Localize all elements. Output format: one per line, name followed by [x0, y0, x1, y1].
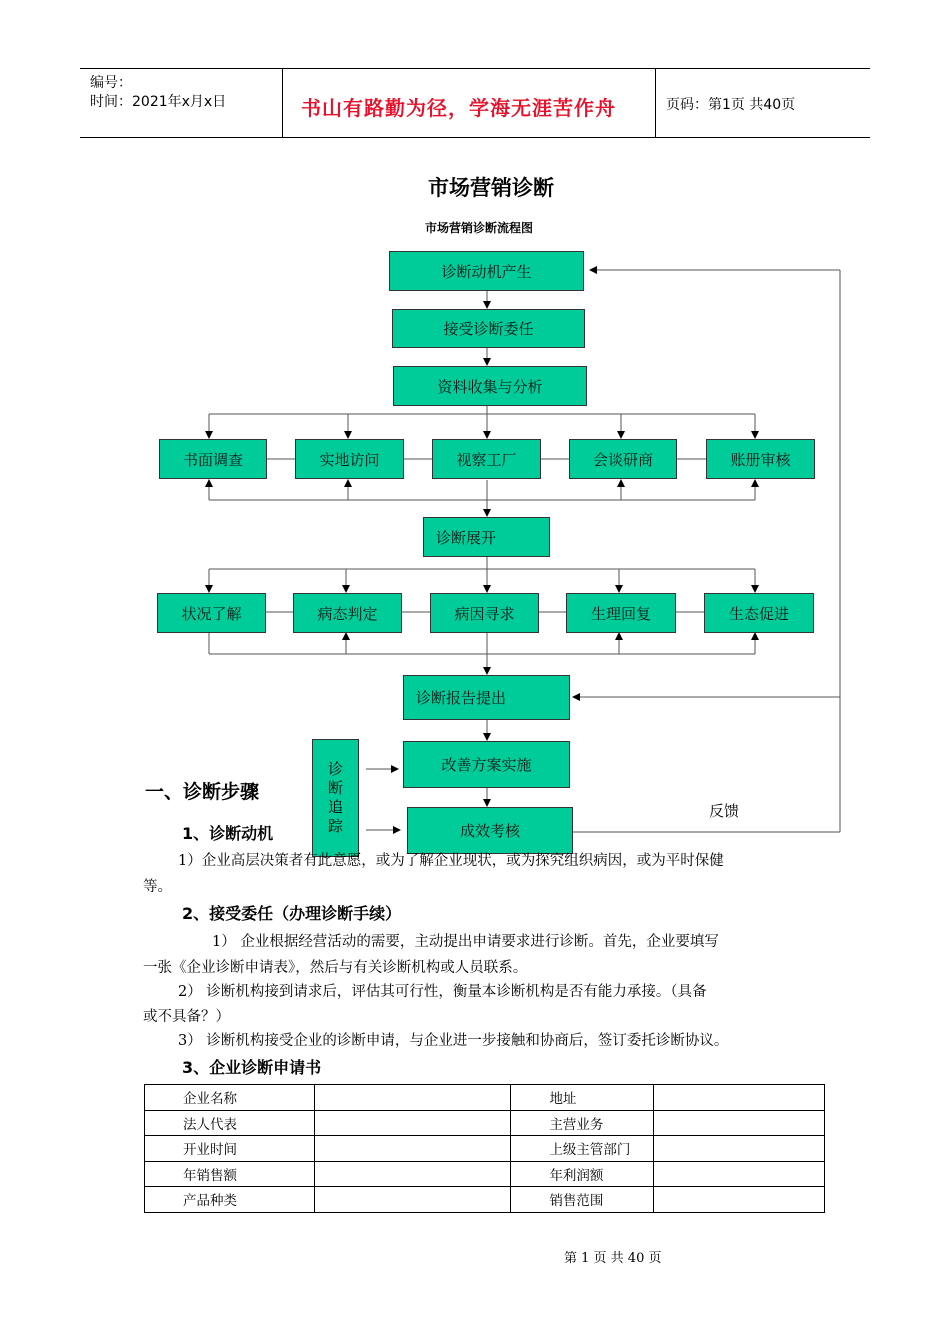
flowchart-title: 市场营销诊断流程图 [425, 221, 534, 235]
node-diagnosis-expand: 诊断展开 [423, 517, 550, 557]
form-field-label: 法人代表 [145, 1110, 315, 1136]
tracking-char: 诊 [327, 760, 343, 778]
form-field-value[interactable] [314, 1110, 511, 1136]
form-field-label: 开业时间 [145, 1136, 315, 1162]
time-label: 时间：2021年x月x日 [90, 94, 227, 110]
page-title: 市场营销诊断 [428, 176, 554, 200]
form-field-value[interactable] [654, 1085, 825, 1111]
paragraph: 等。 [143, 879, 172, 895]
node-report: 诊断报告提出 [403, 675, 570, 720]
form-field-value[interactable] [654, 1161, 825, 1187]
section-heading: 一、诊断步骤 [145, 781, 260, 803]
node-implementation: 改善方案实施 [403, 741, 570, 788]
node-pathology-judgement: 病态判定 [293, 593, 402, 633]
form-field-label: 企业名称 [145, 1085, 315, 1111]
paragraph: 一张《企业诊断申请表》，然后与有关诊断机构或人员联系。 [143, 960, 528, 976]
form-field-label: 年利润额 [511, 1161, 654, 1187]
table-row [145, 1085, 825, 1111]
node-data-analysis: 资料收集与分析 [393, 366, 587, 406]
table-row [145, 1110, 825, 1136]
form-field-label: 上级主管部门 [511, 1136, 654, 1162]
form-field-label: 产品种类 [145, 1187, 315, 1213]
form-field-value[interactable] [654, 1110, 825, 1136]
tracking-char: 踪 [327, 817, 343, 835]
page-info: 页码：第1页 共40页 [666, 97, 796, 113]
node-factory-inspection: 视察工厂 [432, 439, 541, 479]
tracking-char: 追 [327, 798, 343, 816]
form-field-label: 销售范围 [511, 1187, 654, 1213]
page-footer: 第 1 页 共 40 页 [564, 1251, 662, 1266]
form-field-value[interactable] [314, 1161, 511, 1187]
node-evaluation: 成效考核 [407, 807, 573, 854]
table-row [145, 1161, 825, 1187]
subsection-heading: 2、接受委任（办理诊断手续） [182, 904, 402, 923]
form-field-label: 主营业务 [511, 1110, 654, 1136]
feedback-label: 反馈 [709, 802, 740, 820]
node-diagnosis-tracking [312, 739, 359, 857]
form-field-value[interactable] [654, 1136, 825, 1162]
form-field-label: 地址 [511, 1085, 654, 1111]
form-field-value[interactable] [314, 1187, 511, 1213]
form-field-value[interactable] [314, 1136, 511, 1162]
motto-text: 书山有路勤为径，学海无涯苦作舟 [301, 96, 616, 120]
node-accept-commission: 接受诊断委任 [392, 309, 585, 348]
node-discussion: 会谈研商 [569, 439, 677, 479]
paragraph: 3） 诊断机构接受企业的诊断申请，与企业进一步接触和协商后，签订委托诊断协议。 [178, 1033, 729, 1049]
node-situation-understanding: 状况了解 [157, 593, 266, 633]
node-account-audit: 账册审核 [706, 439, 815, 479]
subsection-heading: 1、诊断动机 [182, 824, 274, 843]
form-field-value[interactable] [654, 1187, 825, 1213]
number-label: 编号： [90, 75, 132, 91]
paragraph: 或不具备？） [143, 1009, 230, 1025]
table-row [145, 1187, 825, 1213]
node-ecology-promotion: 生态促进 [704, 593, 814, 633]
node-site-visit: 实地访问 [295, 439, 404, 479]
tracking-char: 断 [327, 779, 343, 797]
form-field-label: 年销售额 [145, 1161, 315, 1187]
paragraph: 2） 诊断机构接到请求后，评估其可行性，衡量本诊断机构是否有能力承接。（具备 [178, 984, 707, 1000]
node-physiology-recovery: 生理回复 [566, 593, 676, 633]
node-cause-seeking: 病因寻求 [430, 593, 539, 633]
table-row [145, 1136, 825, 1162]
node-written-survey: 书面调查 [159, 439, 267, 479]
form-field-value[interactable] [314, 1085, 511, 1111]
subsection-heading: 3、企业诊断申请书 [182, 1058, 322, 1077]
paragraph: 1） 企业根据经营活动的需要，主动提出申请要求进行诊断。首先，企业要填写 [212, 934, 719, 950]
node-motivation: 诊断动机产生 [389, 251, 584, 291]
application-form-table [144, 1084, 825, 1213]
paragraph: 1）企业高层决策者有此意愿，或为了解企业现状，或为探究组织病因，或为平时保健 [178, 853, 724, 869]
